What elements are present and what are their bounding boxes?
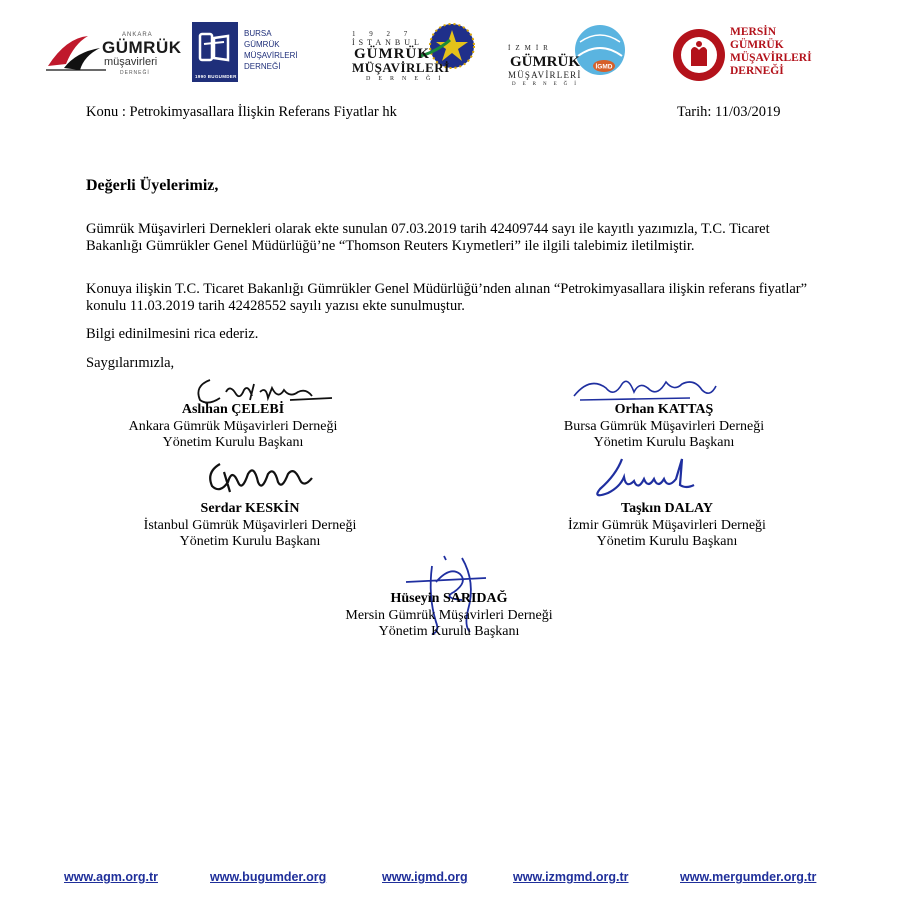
istanbul-logo-year: 1 9 2 7 [352, 30, 414, 38]
ankara-association-logo [44, 24, 182, 84]
signatory-name: Serdar KESKİN [200, 501, 300, 516]
footer-link-igmd[interactable]: www.igmd.org [382, 870, 468, 884]
signatory-title: Yönetim Kurulu Başkanı [593, 435, 735, 450]
ankara-logo-subtitle: müşavirleri [104, 56, 158, 68]
signatory-title: Yönetim Kurulu Başkanı [596, 534, 738, 549]
signatory-organization: İzmir Gümrük Müşavirleri Derneği [568, 517, 766, 533]
mersin-logo-line: GÜMRÜK [730, 39, 784, 51]
istanbul-logo-title: GÜMRÜK [354, 46, 430, 62]
mersin-association-logo [672, 22, 812, 92]
bursa-logo-year: 1990 BUGUMDER [195, 74, 237, 79]
signatory-title: Yönetim Kurulu Başkanı [378, 624, 520, 639]
signatory-istanbul [70, 501, 430, 551]
signatory-organization: Mersin Gümrük Müşavirleri Derneği [345, 607, 553, 623]
signatory-name: Taşkın DALAY [621, 501, 713, 516]
signatory-title: Yönetim Kurulu Başkanı [162, 435, 304, 450]
letter-greeting: Değerli Üyelerimiz, [86, 177, 219, 194]
signatory-name: Orhan KATTAŞ [614, 402, 714, 417]
bursa-logo-line: GÜMRÜK [244, 40, 280, 49]
izmir-logo-subtitle: MÜŞAVİRLERİ [508, 70, 582, 80]
letter-paragraph: Bilgi edinilmesini rica ederiz. [86, 326, 259, 342]
signatory-organization: İstanbul Gümrük Müşavirleri Derneği [143, 517, 357, 533]
signature-keskin-icon [200, 452, 320, 498]
signatory-izmir [487, 501, 847, 551]
mersin-logo-line: MÜŞAVİRLERİ [730, 52, 812, 64]
izmir-logo-title: GÜMRÜK [510, 54, 580, 70]
bursa-logo-text [244, 28, 298, 72]
signatory-organization: Bursa Gümrük Müşavirleri Derneği [563, 418, 765, 434]
mersin-logo-seal-icon [672, 22, 726, 88]
bursa-logo-line: BURSA [244, 29, 272, 38]
istanbul-logo-city: İSTANBUL [352, 38, 423, 47]
signature-dalay-icon [586, 455, 706, 503]
izmir-logo-small: DERNEĞİ [512, 82, 583, 87]
istanbul-association-logo [352, 22, 480, 88]
signatory-name: Hüseyin SARIDAĞ [390, 591, 508, 606]
ankara-logo-city: ANKARA [122, 32, 153, 38]
signature-kattas-icon [570, 372, 720, 404]
letter-subject: Konu : Petrokimyasallara İlişkin Referans Fiyatlar hk [86, 104, 397, 120]
letter-closing: Saygılarımızla, [86, 355, 175, 371]
izmir-association-logo [508, 22, 628, 92]
ankara-logo-title: GÜMRÜK [102, 38, 182, 57]
mersin-logo-line: MERSİN [730, 26, 777, 38]
izmir-logo-city: İZMİR [508, 44, 553, 52]
footer-link-bugumder[interactable]: www.bugumder.org [210, 870, 327, 884]
letter-paragraph: Gümrük Müşavirleri Dernekleri olarak ekte sunulan 07.03.2019 tarih 42409744 sayı ile kayıtlı yazımızla, T.C. Ticaret Bakanlığı Gümrükler Genel Müdürlüğü’ne “Thomson Reuters Kıymetleri” ile ilgili talebimiz iletilmiştir. [86, 221, 770, 255]
izmir-logo-badge: İGMD [595, 63, 613, 71]
ankara-logo-small: DERNEĞİ [120, 70, 150, 76]
signatory-organization: Ankara Gümrük Müşavirleri Derneği [128, 418, 338, 434]
footer-link-izmgmd[interactable]: www.izmgmd.org.tr [513, 870, 629, 884]
footer-link-mergumder[interactable]: www.mergumder.org.tr [680, 870, 817, 884]
bursa-association-logo [192, 22, 298, 84]
signatory-bursa [484, 402, 844, 452]
signatory-name: Aslıhan ÇELEBİ [181, 402, 285, 417]
letter-paragraph: Konuya ilişkin T.C. Ticaret Bakanlığı Gümrükler Genel Müdürlüğü’nden alınan “Petrokimyasallara ilişkin referans fiyatlar” konulu 11.03.2019 tarih 42428552 sayılı yazısı ekte sunulmuştur. [86, 281, 808, 315]
istanbul-logo-small: DERNEĞİ [366, 76, 449, 82]
bursa-logo-mark-icon [198, 30, 232, 64]
footer-link-agm[interactable]: www.agm.org.tr [64, 870, 158, 884]
istanbul-logo-subtitle: MÜŞAVİRLERİ [352, 60, 450, 75]
bursa-logo-line: MÜŞAVİRLERİ [244, 51, 298, 60]
signatory-ankara [53, 402, 413, 452]
signatory-title: Yönetim Kurulu Başkanı [179, 534, 321, 549]
mersin-logo-text [730, 26, 812, 78]
letter-date: Tarih: 11/03/2019 [677, 104, 781, 120]
signatory-mersin [269, 591, 629, 641]
bursa-logo-box [192, 22, 238, 82]
mersin-logo-line: DERNEĞİ [730, 65, 784, 77]
bursa-logo-line: DERNEĞİ [244, 62, 281, 71]
